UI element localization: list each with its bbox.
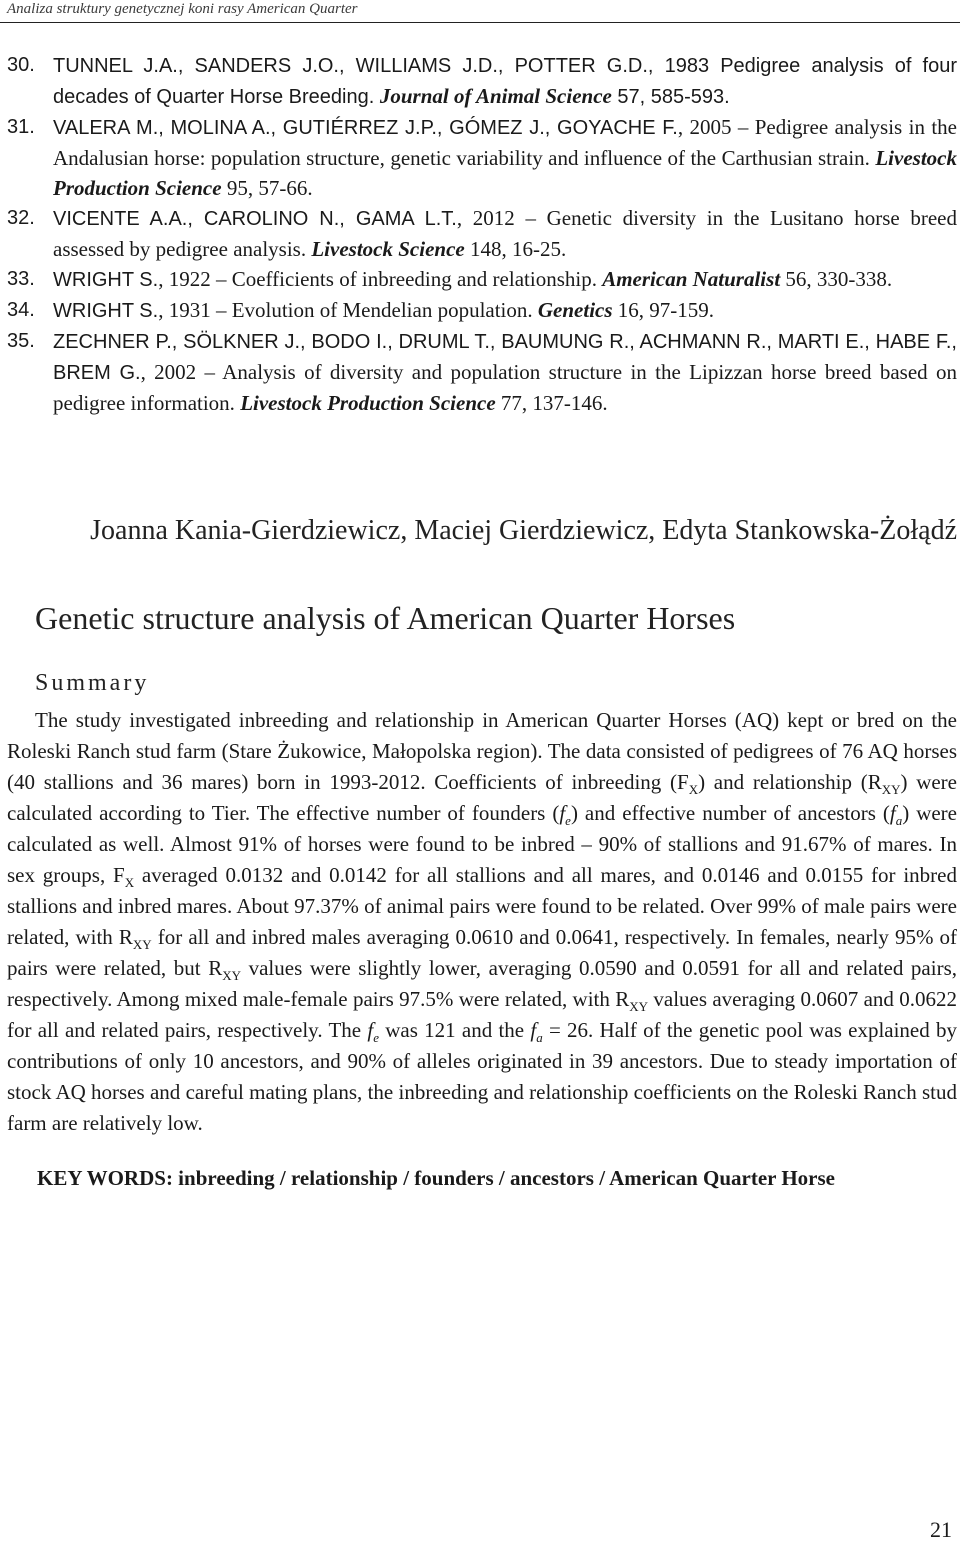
reference-text: , 2012 – Genetic diversity in the Lusitano horse breed assessed by pedigree analysis. bbox=[53, 206, 958, 261]
summary-paragraph: The study investigated inbreeding and relationship in American Quarter Horses (AQ) kept or bred on the Roleski Ranch stud farm (Stare Żukowice, Małopolska region). The data consisted of pedigrees of 76 AQ horses (40 stallions and 36 mares) born in 1993-2012. Coefficients of inbreeding $(F_X)$ and relationship $(R_{XY})$ were calculated according to Tier. The effective number of founders $(f_e)$ and effective number of ancestors $(f_a)$ were calculated as well. Almost 91% of horses were found to be inbred – 90% of stallions and 91.67% of mares. In sex groups, $F_X$ averaged 0.0132 and 0.0142 for all stallions and all mares, and 0.0146 and 0.0155 for inbred stallions and inbred mares. About 97.37% of animal pairs were found to be related. Over 99% of male pairs were related, with $R_{XY}$ for all and inbred males averaging 0.0610 and 0.0641, respectively. In females, nearly 95% of pairs were related, but $R_{XY}$ values were slightly lower, averaging 0.0590 and 0.0591 for all and related pairs, respectively. Among mixed male-female pairs 97.5% were related, with $R_{XY}$ values averaging 0.0607 and 0.0622 for all and related pairs, respectively. The $f_e$ was 121 and the $f_a = 26$. Half of the genetic pool was explained by contributions of only 10 ancestors, and 90% of alleles originated in 39 ancestors. Due to steady importation of stock AQ horses and careful mating plans, the inbreeding and relationship coefficients on the Roleski Ranch stud farm are relatively low. bbox=[7, 708, 958, 1135]
reference-number: 31. bbox=[7, 116, 35, 138]
page-number: 21 bbox=[930, 1517, 952, 1542]
reference-journal: Genetics bbox=[537, 298, 613, 322]
reference-item bbox=[7, 112, 957, 203]
reference-number: 33. bbox=[7, 268, 35, 290]
reference-text: , 1931 – Evolution of Mendelian population. bbox=[158, 298, 538, 322]
article-authors: Joanna Kania-Gierdziewicz, Maciej Gierdziewicz, Edyta Stankowska-Żołądź bbox=[90, 515, 957, 546]
reference-text: , 2002 – Analysis of diversity and population structure in the Lipizzan horse breed based on pedigree information. bbox=[53, 360, 957, 415]
key-words: KEY WORDS: inbreeding / relationship / founders / ancestors / American Quarter Horse bbox=[37, 1166, 835, 1190]
reference-item bbox=[7, 50, 957, 112]
reference-volume: 95, 57-66. bbox=[221, 176, 313, 200]
article-title: Genetic structure analysis of American Quarter Horses bbox=[35, 600, 736, 636]
reference-authors: WRIGHT S. bbox=[53, 269, 159, 291]
reference-item bbox=[7, 295, 957, 326]
reference-journal: Livestock Production Science bbox=[53, 146, 957, 200]
reference-volume: 57, 585-593. bbox=[611, 86, 730, 108]
reference-volume: 148, 16-25. bbox=[464, 237, 567, 261]
header-rule bbox=[0, 22, 960, 23]
reference-journal: Livestock Science bbox=[311, 237, 465, 261]
reference-number: 32. bbox=[7, 207, 35, 229]
reference-text: , 1922 – Coefficients of inbreeding and relationship. bbox=[158, 267, 603, 291]
reference-journal: Livestock Production Science bbox=[240, 391, 496, 415]
reference-authors: WRIGHT S. bbox=[53, 300, 159, 322]
reference-item bbox=[7, 203, 957, 264]
reference-journal: American Naturalist bbox=[602, 267, 781, 291]
reference-item bbox=[7, 326, 957, 418]
reference-journal: Journal of Animal Science bbox=[379, 84, 612, 108]
summary-heading: Summary bbox=[35, 670, 150, 696]
reference-text: TUNNEL J.A., SANDERS J.O., WILLIAMS J.D., POTTER G.D., 1983 Pedigree analysis of four decades of Quarter Horse Breeding. bbox=[53, 55, 957, 108]
reference-number: 34. bbox=[7, 299, 35, 321]
reference-volume: 56, 330-338. bbox=[780, 267, 893, 291]
reference-volume: 16, 97-159. bbox=[612, 298, 715, 322]
reference-authors: VALERA M., MOLINA A., GUTIÉRREZ J.P., GÓMEZ J., GOYACHE F. bbox=[53, 117, 678, 139]
reference-item bbox=[7, 264, 957, 295]
running-head: Analiza struktury genetycznej koni rasy American Quarter bbox=[7, 1, 358, 17]
reference-authors: ZECHNER P., SÖLKNER J., BODO I., DRUML T., BAUMUNG R., ACHMANN R., MARTI E., HABE F., BREM G. bbox=[53, 331, 957, 384]
reference-number: 30. bbox=[7, 54, 35, 76]
reference-authors: VICENTE A.A., CAROLINO N., GAMA L.T. bbox=[53, 208, 457, 230]
reference-volume: 77, 137-146. bbox=[495, 391, 608, 415]
reference-number: 35. bbox=[7, 330, 35, 352]
reference-text: , 2005 – Pedigree analysis in the Andalusian horse: population structure, genetic variability and influence of the Carthusian strain. bbox=[53, 115, 957, 170]
reference-list bbox=[7, 50, 957, 418]
